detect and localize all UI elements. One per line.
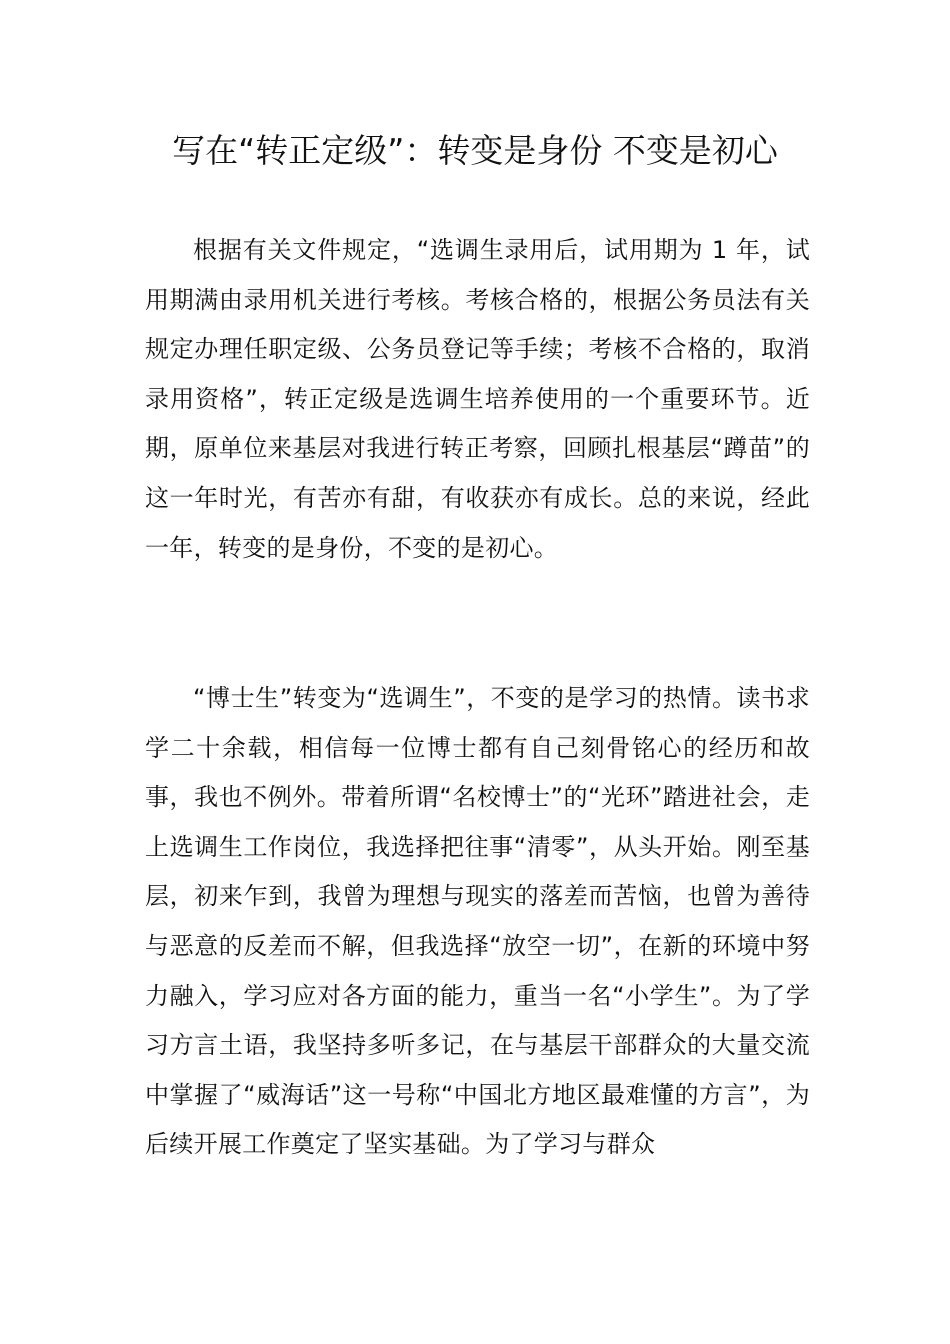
body-paragraph-1: 根据有关文件规定，“选调生录用后，试用期为 1 年，试用期满由录用机关进行考核。考核合格的，根据公务员法有关规定办理任职定级、公务员登记等手续；考核不合格的，取消录用资格”，转正定级是选调生培养使用的一个重要环节。近期，原单位来基层对我进行转正考察，回顾扎根基层“蹲苗”的这一年时光，有苦亦有甜，有收获亦有成长。总的来说，经此一年，转变的是身份，不变的是初心。 (145, 236, 811, 562)
body-paragraph-2: “博士生”转变为“选调生”，不变的是学习的热情。读书求学二十余载，相信每一位博士都有自己刻骨铭心的经历和故事，我也不例外。带着所谓“名校博士”的“光环”踏进社会，走上选调生工作岗位，我选择把往事“清零”，从头开始。刚至基层，初来乍到，我曾为理想与现实的落差而苦恼，也曾为善待与恶意的反差而不解，但我选择“放空一切”，在新的环境中努力融入，学习应对各方面的能力，重当一名“小学生”。为了学习方言土语，我坚持多听多记，在与基层干部群众的大量交流中掌握了“威海话”这一号称“中国北方地区最难懂的方言”，为后续开展工作奠定了坚实基础。为了学习与群众 (145, 684, 810, 1159)
document-title: 写在“转正定级”：转变是身份 不变是初心 (172, 131, 778, 170)
